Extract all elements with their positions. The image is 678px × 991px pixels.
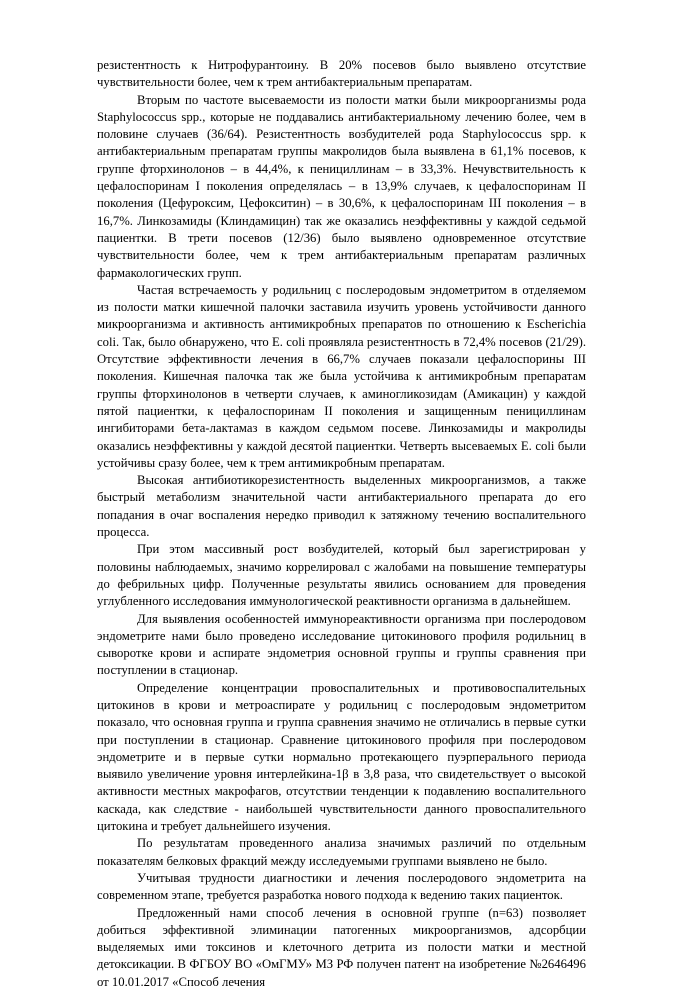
paragraph-9: Учитывая трудности диагностики и лечения послеродового эндометрита на современном этапе, требуется разработка нового подхода к ведению таких пациенток. <box>97 870 586 903</box>
paragraph-1: резистентность к Нитрофурантоину. В 20% посевов было выявлено отсутствие чувствительности более, чем к трем антибактериальным препаратам. <box>97 58 586 90</box>
paragraph-6: Для выявления особенностей иммунореактивности организма при послеродовом эндометрите нами было проведено исследование цитокинового профиля родильниц в сыворотке крови и аспирате эндометрия основной группы и группы сравнения при поступлении в стационар. <box>97 611 586 678</box>
paragraph-10: Предложенный нами способ лечения в основной группе (n=63) позволяет добиться эффективной элиминации патогенных микроорганизмов, адсорбции выделяемых ими токсинов и клеточного детрита из полости матки и местной детоксикации. В ФГБОУ ВО «ОмГМУ» МЗ РФ получен патент на изобретение №2646496 от 10.01.2017 «Способ лечения <box>97 905 586 989</box>
paragraph-7: Определение концентрации провоспалительных и противовоспалительных цитокинов в крови и метроаспирате у родильниц с послеродовым эндометритом показало, что основная группа и группа сравнения значимо не отличались в первые сутки при поступлении в стационар. Сравнение цитокинового профиля при послеродовом эндометрите и в первые сутки нормально протекающего пуэрперального периода выявило увеличение уровня интерлейкина-1β в 3,8 раза, что свидетельствует о высокой активности местных макрофагов, отсутствии тенденции к подавлению воспалительного каскада, как следствие - наибольшей чувствительности данного провоспалительного цитокина и требует дальнейшего изучения. <box>97 680 586 834</box>
paragraph-4: Высокая антибиотикорезистентность выделенных микроорганизмов, а также быстрый метаболизм значительной части антибактериального препарата до его попадания в очаг воспаления нередко приводил к затяжному течению воспалительного процесса. <box>97 473 586 540</box>
paragraph-2: Вторым по частоте высеваемости из полости матки были микроорганизмы рода Staphylococcus spp., которые не поддавались антибактериальному лечению более, чем в половине случаев (36/64). Резистентность возбудителей рода Staphylococcus spp. к антибактериальным препаратам группы макролидов была выявлена в 61,1% посевов, к группе фторхинолонов – в 44,4%, к пенициллинам – в 33,3%. Нечувствительность к цефалоспоринам I поколения определялась – в 13,9% случаев, к цефалоспоринам II поколения (Цефуроксим, Цефокситин) – в 30,6%, к цефалоспоринам III поколения – в 16,7%. Линкозамиды (Клиндамицин) так же оказались неэффективны у каждой седьмой пациентки. В трети посевов (12/36) было выявлено одновременное отсутствие чувствительности более, чем к трем антибактериальным препаратам различных фармакологических групп. <box>97 92 586 280</box>
paragraph-8: По результатам проведенного анализа значимых различий по отдельным показателям белковых фракций между исследуемыми группами выявлено не было. <box>97 836 586 868</box>
paragraph-3: Частая встречаемость у родильниц с послеродовым эндометритом в отделяемом из полости матки кишечной палочки заставила изучить уровень устойчивости данного микроорганизма и активность антимикробных препаратов по отношению к Escherichia coli. Так, было обнаружено, что E. coli проявляла резистентность в 72,4% посевов (21/29). Отсутствие эффективности лечения в 66,7% случаев показали цефалоспорины III поколения. Кишечная палочка так же была устойчива к антимикробным препаратам группы фторхинолонов в четверти случаев, к аминогликозидам (Амикацин) у каждой пятой пациентки, к цефалоспоринам II поколения и защищенным пенициллинам ингибиторами бета-лактамаз в каждом седьмом посеве. Линкозамиды и макролиды оказались неэффективны у каждой десятой пациентки. Четверть высеваемых E. coli были устойчивы сразу более, чем к трем антимикробным препаратам. <box>97 282 586 470</box>
paragraph-5: При этом массивный рост возбудителей, который был зарегистрирован у половины наблюдаемых, значимо коррелировал с жалобами на повышение температуры до фебрильных цифр. Полученные результаты явились основанием для проведения углубленного исследования иммунологической реактивности организма в дальнейшем. <box>97 542 586 609</box>
